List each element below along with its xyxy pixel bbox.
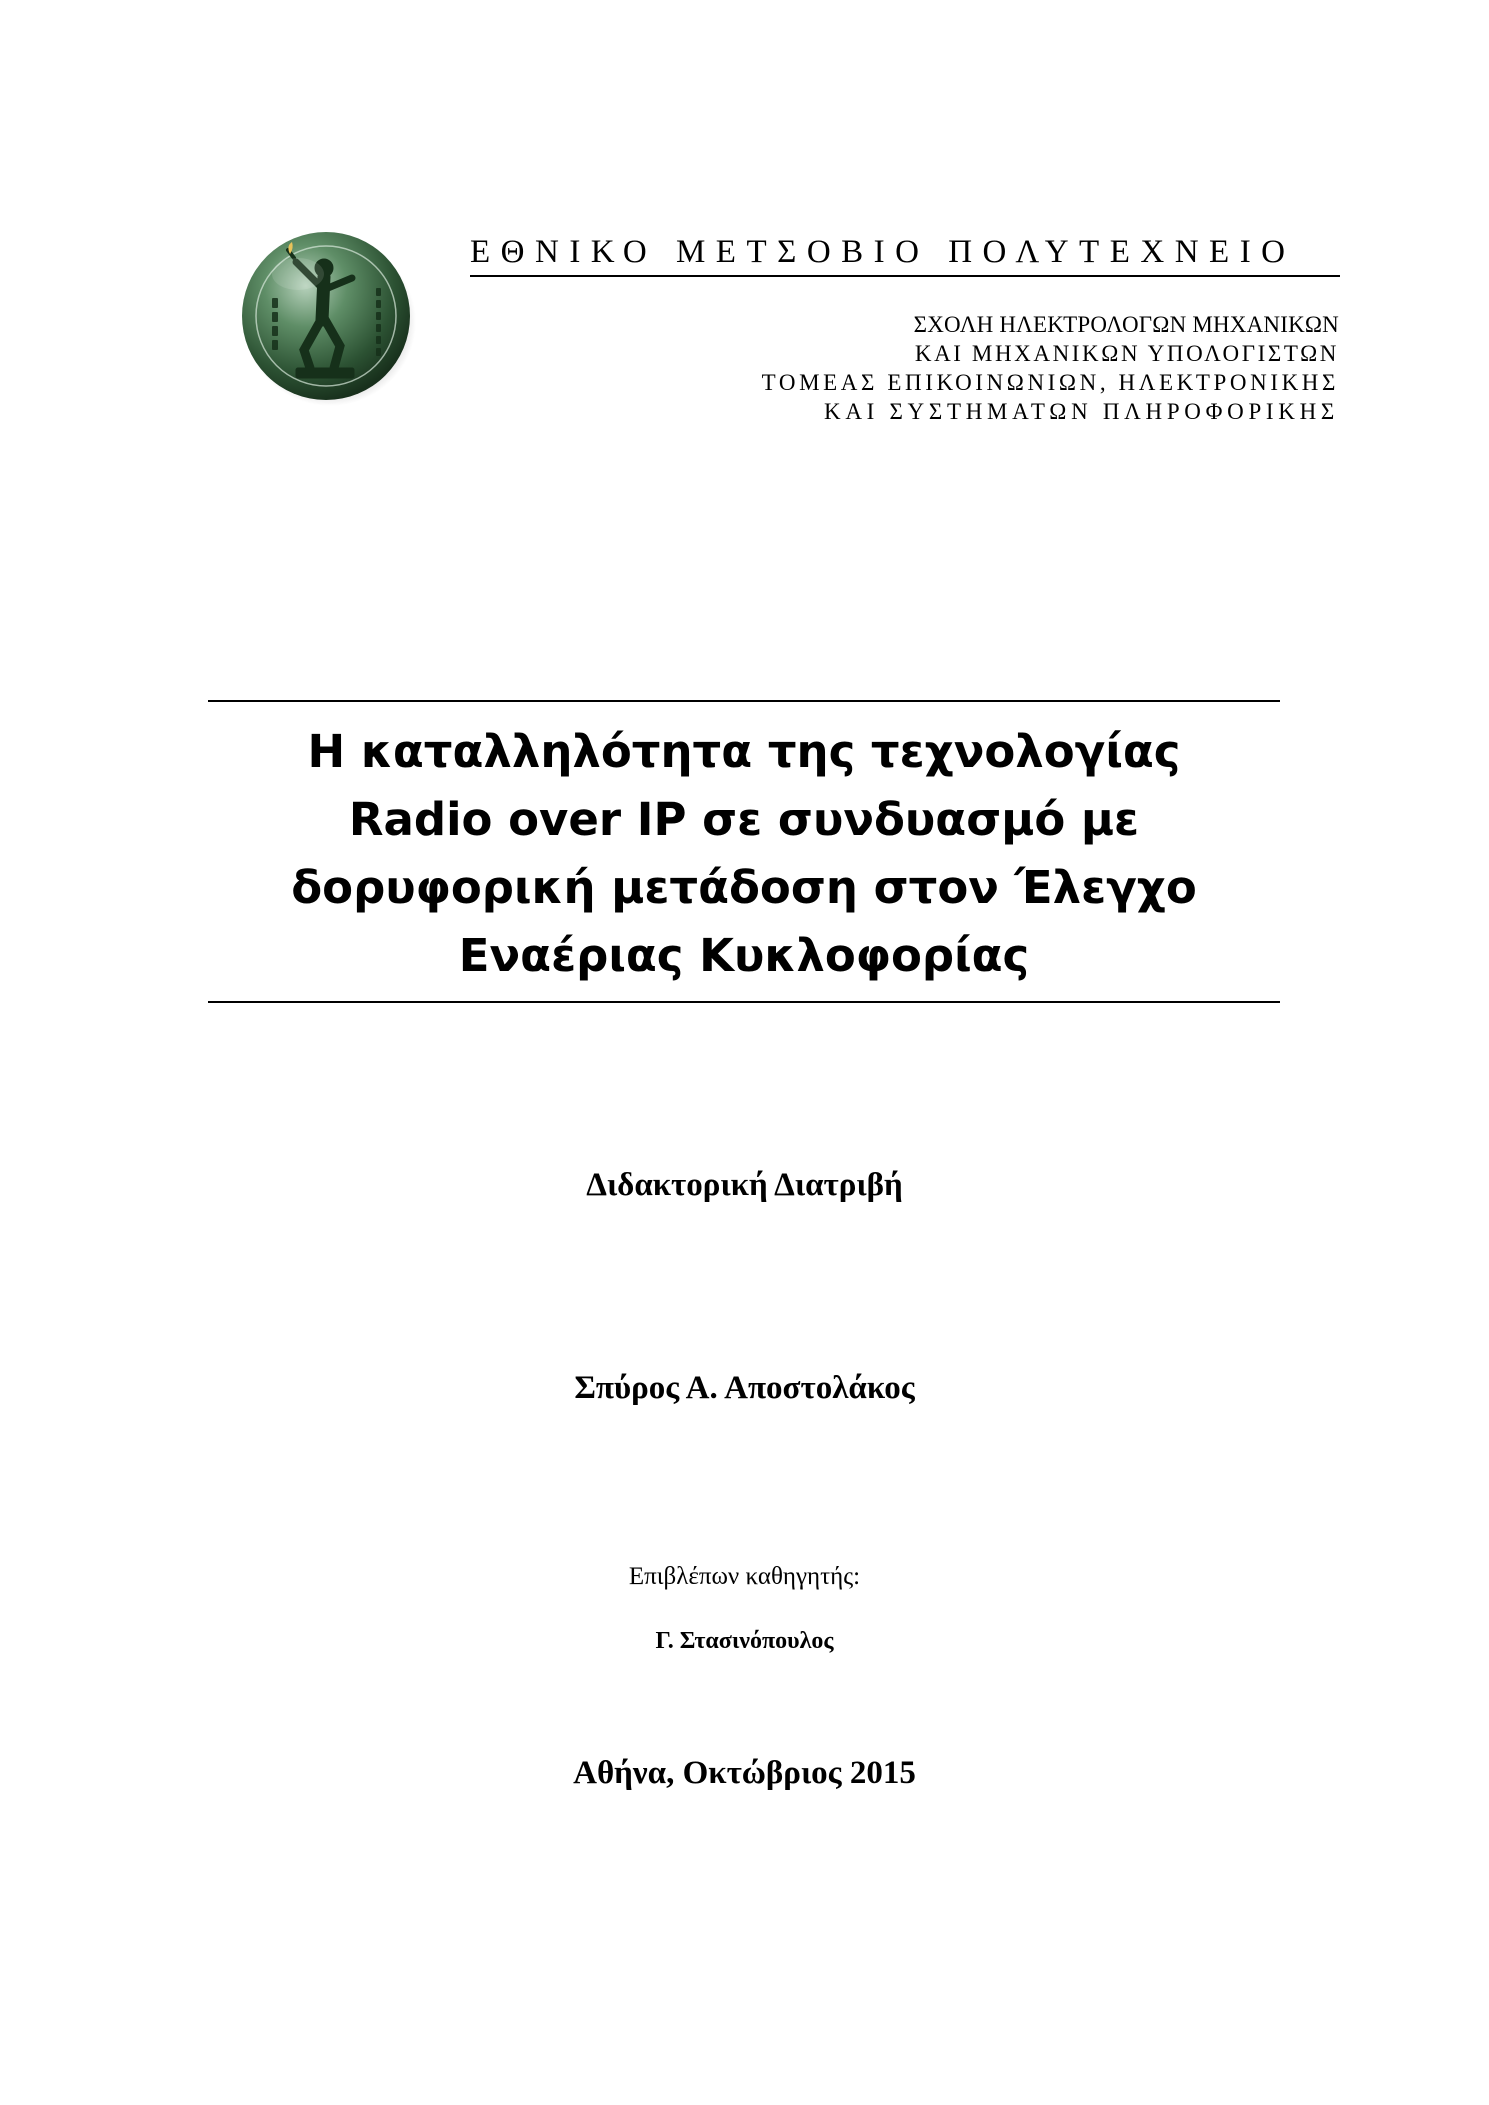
title-bottom-rule [208, 1001, 1280, 1003]
advisor-name: Γ. Στασινόπουλος [655, 1628, 834, 1654]
place-date: Αθήνα, Οκτώβριος 2015 [573, 1755, 916, 1791]
school-line: ΚΑΙ ΜΗΧΑΝΙΚΩΝ ΥΠΟΛΟΓΙΣΤΩΝ [914, 341, 1339, 366]
title-line: Η καταλληλότητα της τεχνολογίας [307, 725, 1181, 778]
author-name: Σπύρος Α. Αποστολάκος [574, 1370, 915, 1406]
department-line: ΤΟΜΕΑΣ ΕΠΙΚΟΙΝΩΝΙΩΝ, ΗΛΕΚΤΡΟΝΙΚΗΣ [761, 370, 1339, 395]
title-line: δορυφορική μετάδοση στον Έλεγχο [291, 861, 1197, 914]
school-line: ΣΧΟΛΗ ΗΛΕΚΤΡΟΛΟΓΩΝ ΜΗΧΑΝΙΚΩΝ [913, 312, 1339, 337]
department-line: ΚΑΙ ΣΥΣΤΗΜΑΤΩΝ ΠΛΗΡΟΦΟΡΙΚΗΣ [824, 399, 1339, 424]
university-name: ΕΘΝΙΚΟ ΜΕΤΣΟΒΙΟ ΠΟΛΥΤΕΧΝΕΙΟ [470, 234, 1296, 270]
header-divider [470, 275, 1340, 277]
title-line: Εναέριας Κυκλοφορίας [458, 929, 1030, 982]
title-top-rule [208, 700, 1280, 702]
school-department-block [762, 310, 1339, 426]
advisor-label: Επιβλέπων καθηγητής: [628, 1563, 861, 1590]
thesis-title [208, 718, 1280, 990]
title-line: Radio over IP σε συνδυασμό με [348, 793, 1140, 846]
university-seal-icon [238, 228, 416, 406]
document-type: Διδακτορική Διατριβή [586, 1167, 903, 1203]
